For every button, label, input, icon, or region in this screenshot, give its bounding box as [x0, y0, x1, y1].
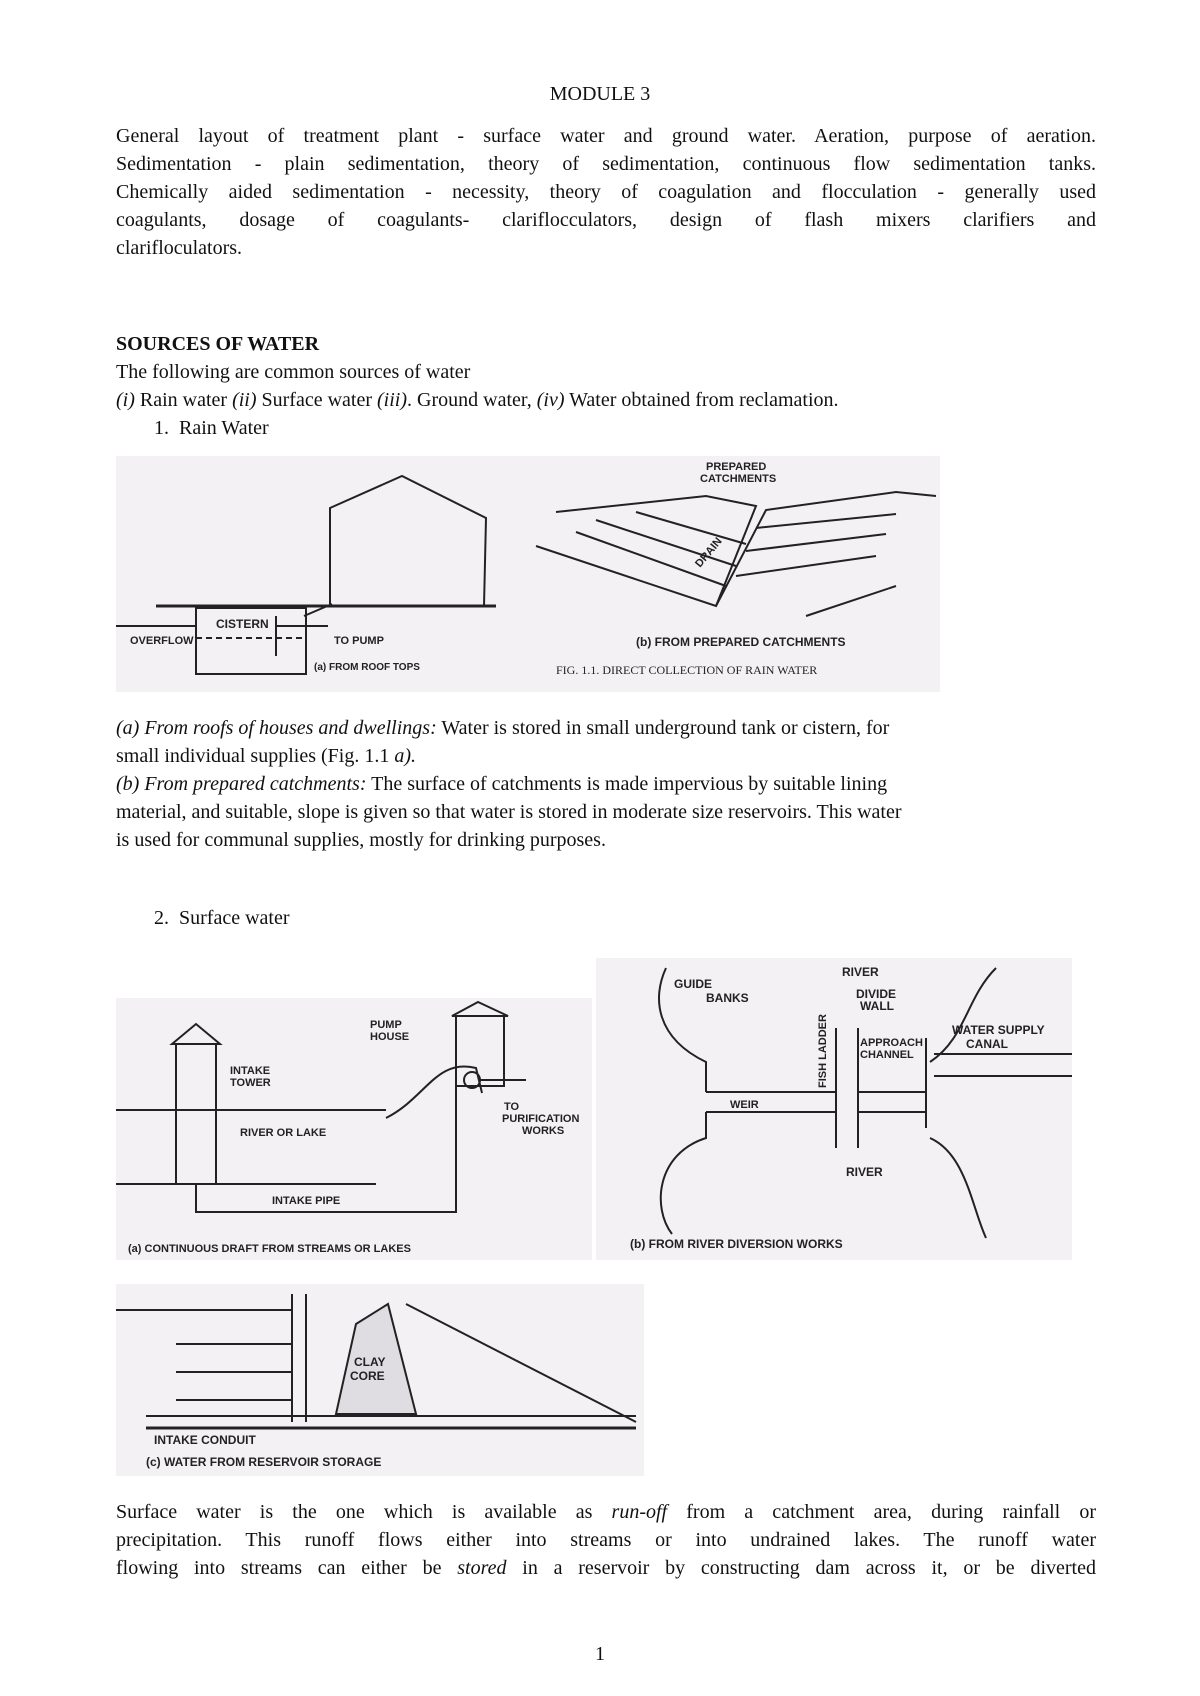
caption-c: (c) WATER FROM RESERVOIR STORAGE	[146, 1455, 382, 1469]
sources-list	[116, 386, 1096, 414]
surface-water-paragraph	[116, 1498, 1096, 1582]
weir-label: WEIR	[730, 1099, 759, 1111]
rain-b-line2: material, and suitable, slope is given so that water is stored in moderate size reservoirs. This water	[116, 801, 902, 823]
clay-label: CLAY	[354, 1355, 386, 1369]
rain-a-text2: small individual supplies (Fig. 1.1	[116, 745, 395, 767]
page-number	[0, 1640, 1200, 1668]
rain-water-text	[116, 714, 1096, 854]
surface-text: flowing into streams can either be	[116, 1557, 458, 1579]
syllabus-line: coagulants, dosage of coagulants- clariflocculators, design of flash mixers clarifiers and	[116, 209, 1096, 231]
surface-line: precipitation. This runoff flows either into streams or into undrained lakes. The runoff water	[116, 1529, 1096, 1551]
rain-a-text: Water is stored in small underground tank or cistern, for	[436, 717, 890, 739]
pump-house-label2: HOUSE	[370, 1031, 410, 1043]
module-heading: MODULE 3	[549, 83, 651, 105]
surface-line	[116, 1498, 1096, 1526]
intake-pipe-label: INTAKE PIPE	[272, 1195, 341, 1207]
core-label: CORE	[350, 1369, 385, 1383]
banks-label: BANKS	[706, 991, 749, 1005]
cistern-label: CISTERN	[216, 617, 269, 631]
list-num: (iv)	[536, 389, 565, 411]
syllabus-paragraph	[116, 122, 1096, 262]
rain-b-line3: is used for communal supplies, mostly for drinking purposes.	[116, 829, 606, 851]
section-title: SOURCES OF WATER	[116, 333, 320, 355]
surface-water-item: 2. Surface water	[154, 907, 290, 929]
catchments-label: CATCHMENTS	[700, 473, 777, 485]
rain-b-line	[116, 770, 1096, 798]
syllabus-line: clarifloculators.	[116, 237, 243, 259]
guide-label: GUIDE	[674, 977, 713, 991]
caption-b: (b) FROM RIVER DIVERSION WORKS	[630, 1237, 843, 1251]
river-top-label: RIVER	[842, 965, 879, 979]
works-label: WORKS	[522, 1125, 565, 1137]
rain-a-ref: a).	[394, 745, 417, 767]
syllabus-line: Sedimentation - plain sedimentation, theory of sedimentation, continuous flow sedimentation tanks.	[116, 153, 1096, 175]
syllabus-line: Chemically aided sedimentation - necessity, theory of coagulation and flocculation - generally used	[116, 181, 1096, 203]
figure-river-diversion	[596, 958, 1072, 1260]
pump-house-label: PUMP	[370, 1019, 402, 1031]
intake-conduit-label: INTAKE CONDUIT	[154, 1433, 256, 1447]
to-pump-label: TO PUMP	[334, 635, 384, 647]
syllabus-line: General layout of treatment plant - surface water and ground water. Aeration, purpose of aeration.	[116, 125, 1096, 147]
list-num: (ii)	[232, 389, 257, 411]
intake-tower-label: INTAKE	[230, 1065, 271, 1077]
rain-a-line	[116, 714, 1096, 742]
list-text: Surface water	[256, 389, 378, 411]
surface-line	[116, 1554, 1096, 1582]
rain-a-label: (a) From roofs of houses and dwellings:	[116, 717, 437, 739]
to-label: TO	[504, 1101, 520, 1113]
sources-section	[116, 330, 1096, 442]
surface-text: in a reservoir by constructing dam across it, or be diverted	[506, 1557, 1096, 1579]
rain-b-label: (b) From prepared catchments:	[116, 773, 367, 795]
purification-label: PURIFICATION	[502, 1113, 580, 1125]
list-num: (i)	[116, 389, 135, 411]
river-bottom-label: RIVER	[846, 1165, 883, 1179]
fish-ladder-label: FISH LADDER	[817, 1014, 829, 1088]
figure-reservoir-storage-drawing	[116, 1284, 644, 1476]
list-text: Water obtained from reclamation.	[564, 389, 839, 411]
river-lake-label: RIVER OR LAKE	[240, 1127, 327, 1139]
caption-a: (a) FROM ROOF TOPS	[314, 662, 420, 673]
figure-rain-water	[116, 456, 940, 692]
figure-river-diversion-drawing	[596, 958, 1072, 1260]
prepared-label: PREPARED	[706, 461, 767, 473]
list-item-rain: 1. Rain Water	[154, 417, 269, 439]
caption-a: (a) CONTINUOUS DRAFT FROM STREAMS OR LAKES	[128, 1243, 411, 1255]
surface-text: from a catchment area, during rainfall or	[667, 1501, 1096, 1523]
figure-caption: FIG. 1.1. DIRECT COLLECTION OF RAIN WATER	[556, 663, 818, 677]
surface-emph: stored	[457, 1557, 507, 1579]
channel-label: CHANNEL	[860, 1049, 914, 1061]
figure-reservoir-storage	[116, 1284, 644, 1476]
intake-tower-label2: TOWER	[230, 1077, 271, 1089]
surface-emph: run-off	[611, 1501, 668, 1523]
figure-rain-water-drawing	[116, 456, 940, 692]
list-text: . Ground water,	[407, 389, 537, 411]
divide-label: DIVIDE	[856, 987, 897, 1001]
supply-label: WATER SUPPLY	[952, 1023, 1045, 1037]
figure-continuous-draft-drawing	[116, 998, 592, 1260]
overflow-label: OVERFLOW	[130, 635, 194, 647]
rain-a-line2	[116, 742, 1096, 770]
page-title	[0, 80, 1200, 108]
drain-label: DRAIN	[693, 535, 725, 570]
list-item-surface	[154, 904, 290, 932]
sources-intro: The following are common sources of water	[116, 361, 471, 383]
caption-b: (b) FROM PREPARED CATCHMENTS	[636, 635, 846, 649]
figure-continuous-draft	[116, 998, 592, 1260]
list-num: (iii)	[377, 389, 408, 411]
rain-b-text: The surface of catchments is made impervious by suitable lining	[366, 773, 888, 795]
list-text: Rain water	[134, 389, 233, 411]
page-number-text: 1	[595, 1643, 605, 1665]
surface-text: Surface water is the one which is available as	[116, 1501, 612, 1523]
wall-label: WALL	[860, 999, 894, 1013]
canal-label: CANAL	[966, 1037, 1008, 1051]
approach-label: APPROACH	[860, 1037, 923, 1049]
